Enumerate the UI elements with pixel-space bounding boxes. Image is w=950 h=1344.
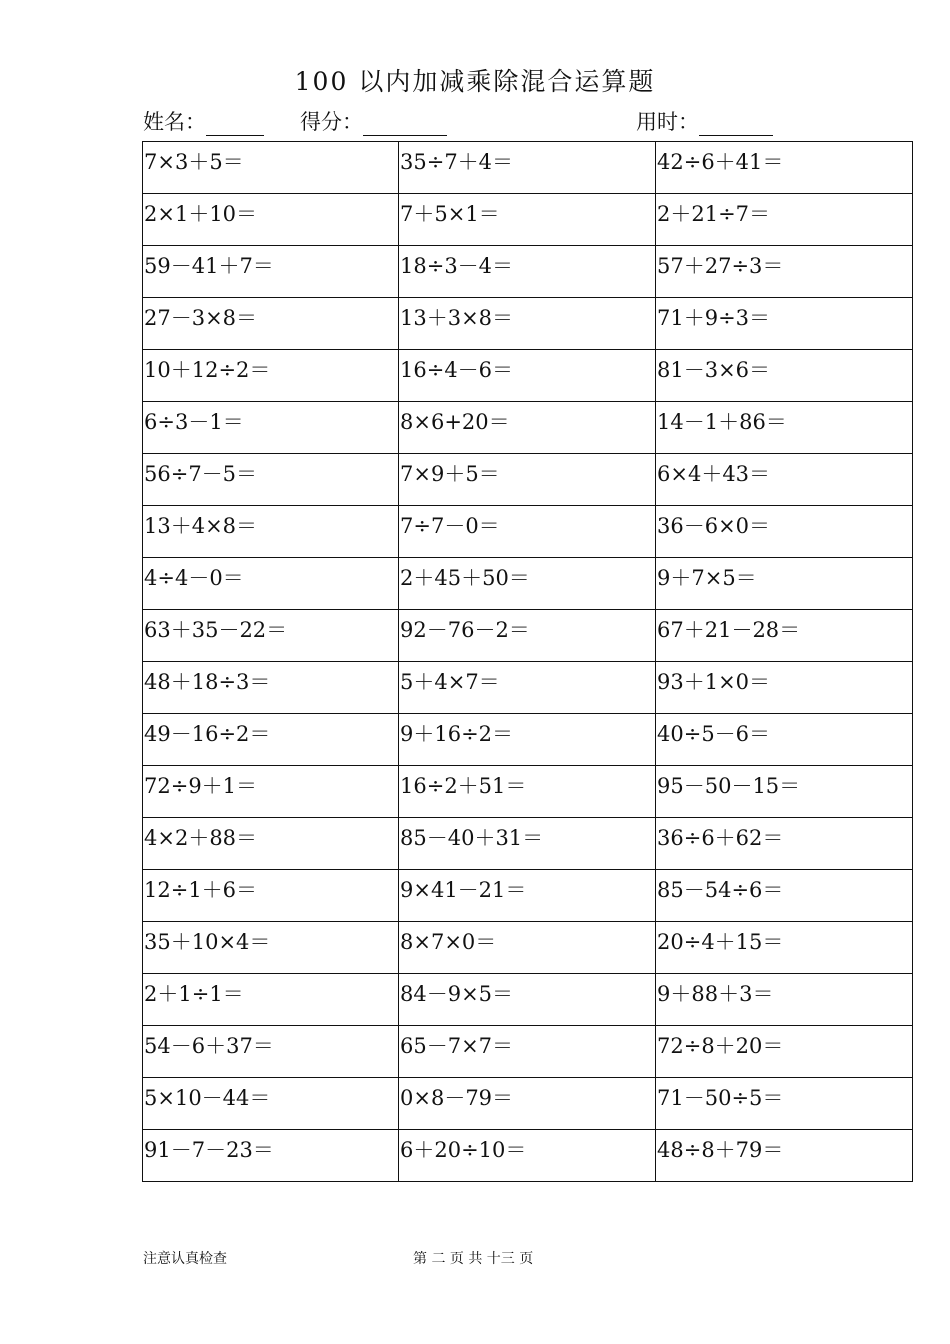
problem-cell: 8×6+20＝	[399, 402, 656, 454]
problem-cell: 91－7－23＝	[143, 1130, 399, 1182]
table-row	[143, 506, 913, 558]
table-row	[143, 818, 913, 870]
problem-cell: 8×7×0＝	[399, 922, 656, 974]
table-row	[143, 246, 913, 298]
problem-cell: 71－50÷5＝	[656, 1078, 913, 1130]
problem-cell: 72÷8＋20＝	[656, 1026, 913, 1078]
table-row	[143, 766, 913, 818]
problem-cell: 9＋7×5＝	[656, 558, 913, 610]
problem-cell: 9＋88＋3＝	[656, 974, 913, 1026]
table-row	[143, 402, 913, 454]
problem-cell: 54－6＋37＝	[143, 1026, 399, 1078]
page-number: 第 二 页 共 十三 页	[413, 1251, 534, 1267]
name-label: 姓名：	[143, 110, 206, 134]
page-title: 100 以内加减乘除混合运算题	[294, 67, 656, 96]
problem-cell: 72÷9＋1＝	[143, 766, 399, 818]
score-field[interactable]	[300, 106, 447, 136]
time-field[interactable]	[636, 106, 773, 136]
problem-cell: 9＋16÷2＝	[399, 714, 656, 766]
problem-cell: 4×2＋88＝	[143, 818, 399, 870]
problem-cell: 7×3＋5＝	[143, 142, 399, 194]
problem-cell: 35＋10×4＝	[143, 922, 399, 974]
problem-cell: 63＋35－22＝	[143, 610, 399, 662]
problem-cell: 9×41－21＝	[399, 870, 656, 922]
table-row	[143, 1026, 913, 1078]
problem-cell: 85－40＋31＝	[399, 818, 656, 870]
time-label: 用时：	[636, 110, 699, 134]
problem-cell: 36－6×0＝	[656, 506, 913, 558]
problem-cell: 13＋4×8＝	[143, 506, 399, 558]
time-blank[interactable]	[699, 109, 773, 136]
problem-cell: 92－76－2＝	[399, 610, 656, 662]
table-row	[143, 194, 913, 246]
table-row	[143, 974, 913, 1026]
problem-cell: 7×9＋5＝	[399, 454, 656, 506]
problem-cell: 27－3×8＝	[143, 298, 399, 350]
problem-cell: 65－7×7＝	[399, 1026, 656, 1078]
table-row	[143, 350, 913, 402]
problem-cell: 56÷7－5＝	[143, 454, 399, 506]
problem-table	[142, 141, 913, 1182]
problem-cell: 10＋12÷2＝	[143, 350, 399, 402]
problem-cell: 48÷8＋79＝	[656, 1130, 913, 1182]
problem-cell: 49－16÷2＝	[143, 714, 399, 766]
problem-cell: 6÷3－1＝	[143, 402, 399, 454]
name-blank[interactable]	[206, 109, 264, 136]
problem-cell: 2×1＋10＝	[143, 194, 399, 246]
problem-cell: 48＋18÷3＝	[143, 662, 399, 714]
problem-cell: 81－3×6＝	[656, 350, 913, 402]
problem-cell: 59－41＋7＝	[143, 246, 399, 298]
problem-cell: 5×10－44＝	[143, 1078, 399, 1130]
score-blank[interactable]	[363, 109, 447, 136]
problem-cell: 20÷4＋15＝	[656, 922, 913, 974]
score-label: 得分：	[300, 110, 363, 134]
problem-cell: 7＋5×1＝	[399, 194, 656, 246]
problem-cell: 67＋21－28＝	[656, 610, 913, 662]
problem-cell: 6×4＋43＝	[656, 454, 913, 506]
table-row	[143, 454, 913, 506]
problem-cell: 2＋45＋50＝	[399, 558, 656, 610]
problem-cell: 93＋1×0＝	[656, 662, 913, 714]
problem-cell: 18÷3－4＝	[399, 246, 656, 298]
problem-cell: 4÷4－0＝	[143, 558, 399, 610]
table-row	[143, 558, 913, 610]
problem-cell: 6＋20÷10＝	[399, 1130, 656, 1182]
table-row	[143, 662, 913, 714]
problem-cell: 12÷1＋6＝	[143, 870, 399, 922]
table-row	[143, 142, 913, 194]
problem-cell: 13＋3×8＝	[399, 298, 656, 350]
problem-cell: 16÷2＋51＝	[399, 766, 656, 818]
problem-cell: 57＋27÷3＝	[656, 246, 913, 298]
problem-cell: 35÷7＋4＝	[399, 142, 656, 194]
problem-cell: 0×8－79＝	[399, 1078, 656, 1130]
table-row	[143, 714, 913, 766]
name-field[interactable]	[143, 106, 264, 136]
problem-cell: 14－1＋86＝	[656, 402, 913, 454]
table-row	[143, 1078, 913, 1130]
table-row	[143, 610, 913, 662]
problem-cell: 42÷6＋41＝	[656, 142, 913, 194]
problem-cell: 95－50－15＝	[656, 766, 913, 818]
problem-cell: 2＋1÷1＝	[143, 974, 399, 1026]
footer-note: 注意认真检查	[143, 1251, 227, 1267]
table-row	[143, 922, 913, 974]
problem-cell: 71＋9÷3＝	[656, 298, 913, 350]
problem-cell: 85－54÷6＝	[656, 870, 913, 922]
table-row	[143, 1130, 913, 1182]
problem-cell: 84－9×5＝	[399, 974, 656, 1026]
problem-cell: 16÷4－6＝	[399, 350, 656, 402]
problem-cell: 36÷6＋62＝	[656, 818, 913, 870]
problem-cell: 5＋4×7＝	[399, 662, 656, 714]
problem-cell: 2＋21÷7＝	[656, 194, 913, 246]
problem-cell: 7÷7－0＝	[399, 506, 656, 558]
problem-cell: 40÷5－6＝	[656, 714, 913, 766]
table-row	[143, 298, 913, 350]
table-row	[143, 870, 913, 922]
